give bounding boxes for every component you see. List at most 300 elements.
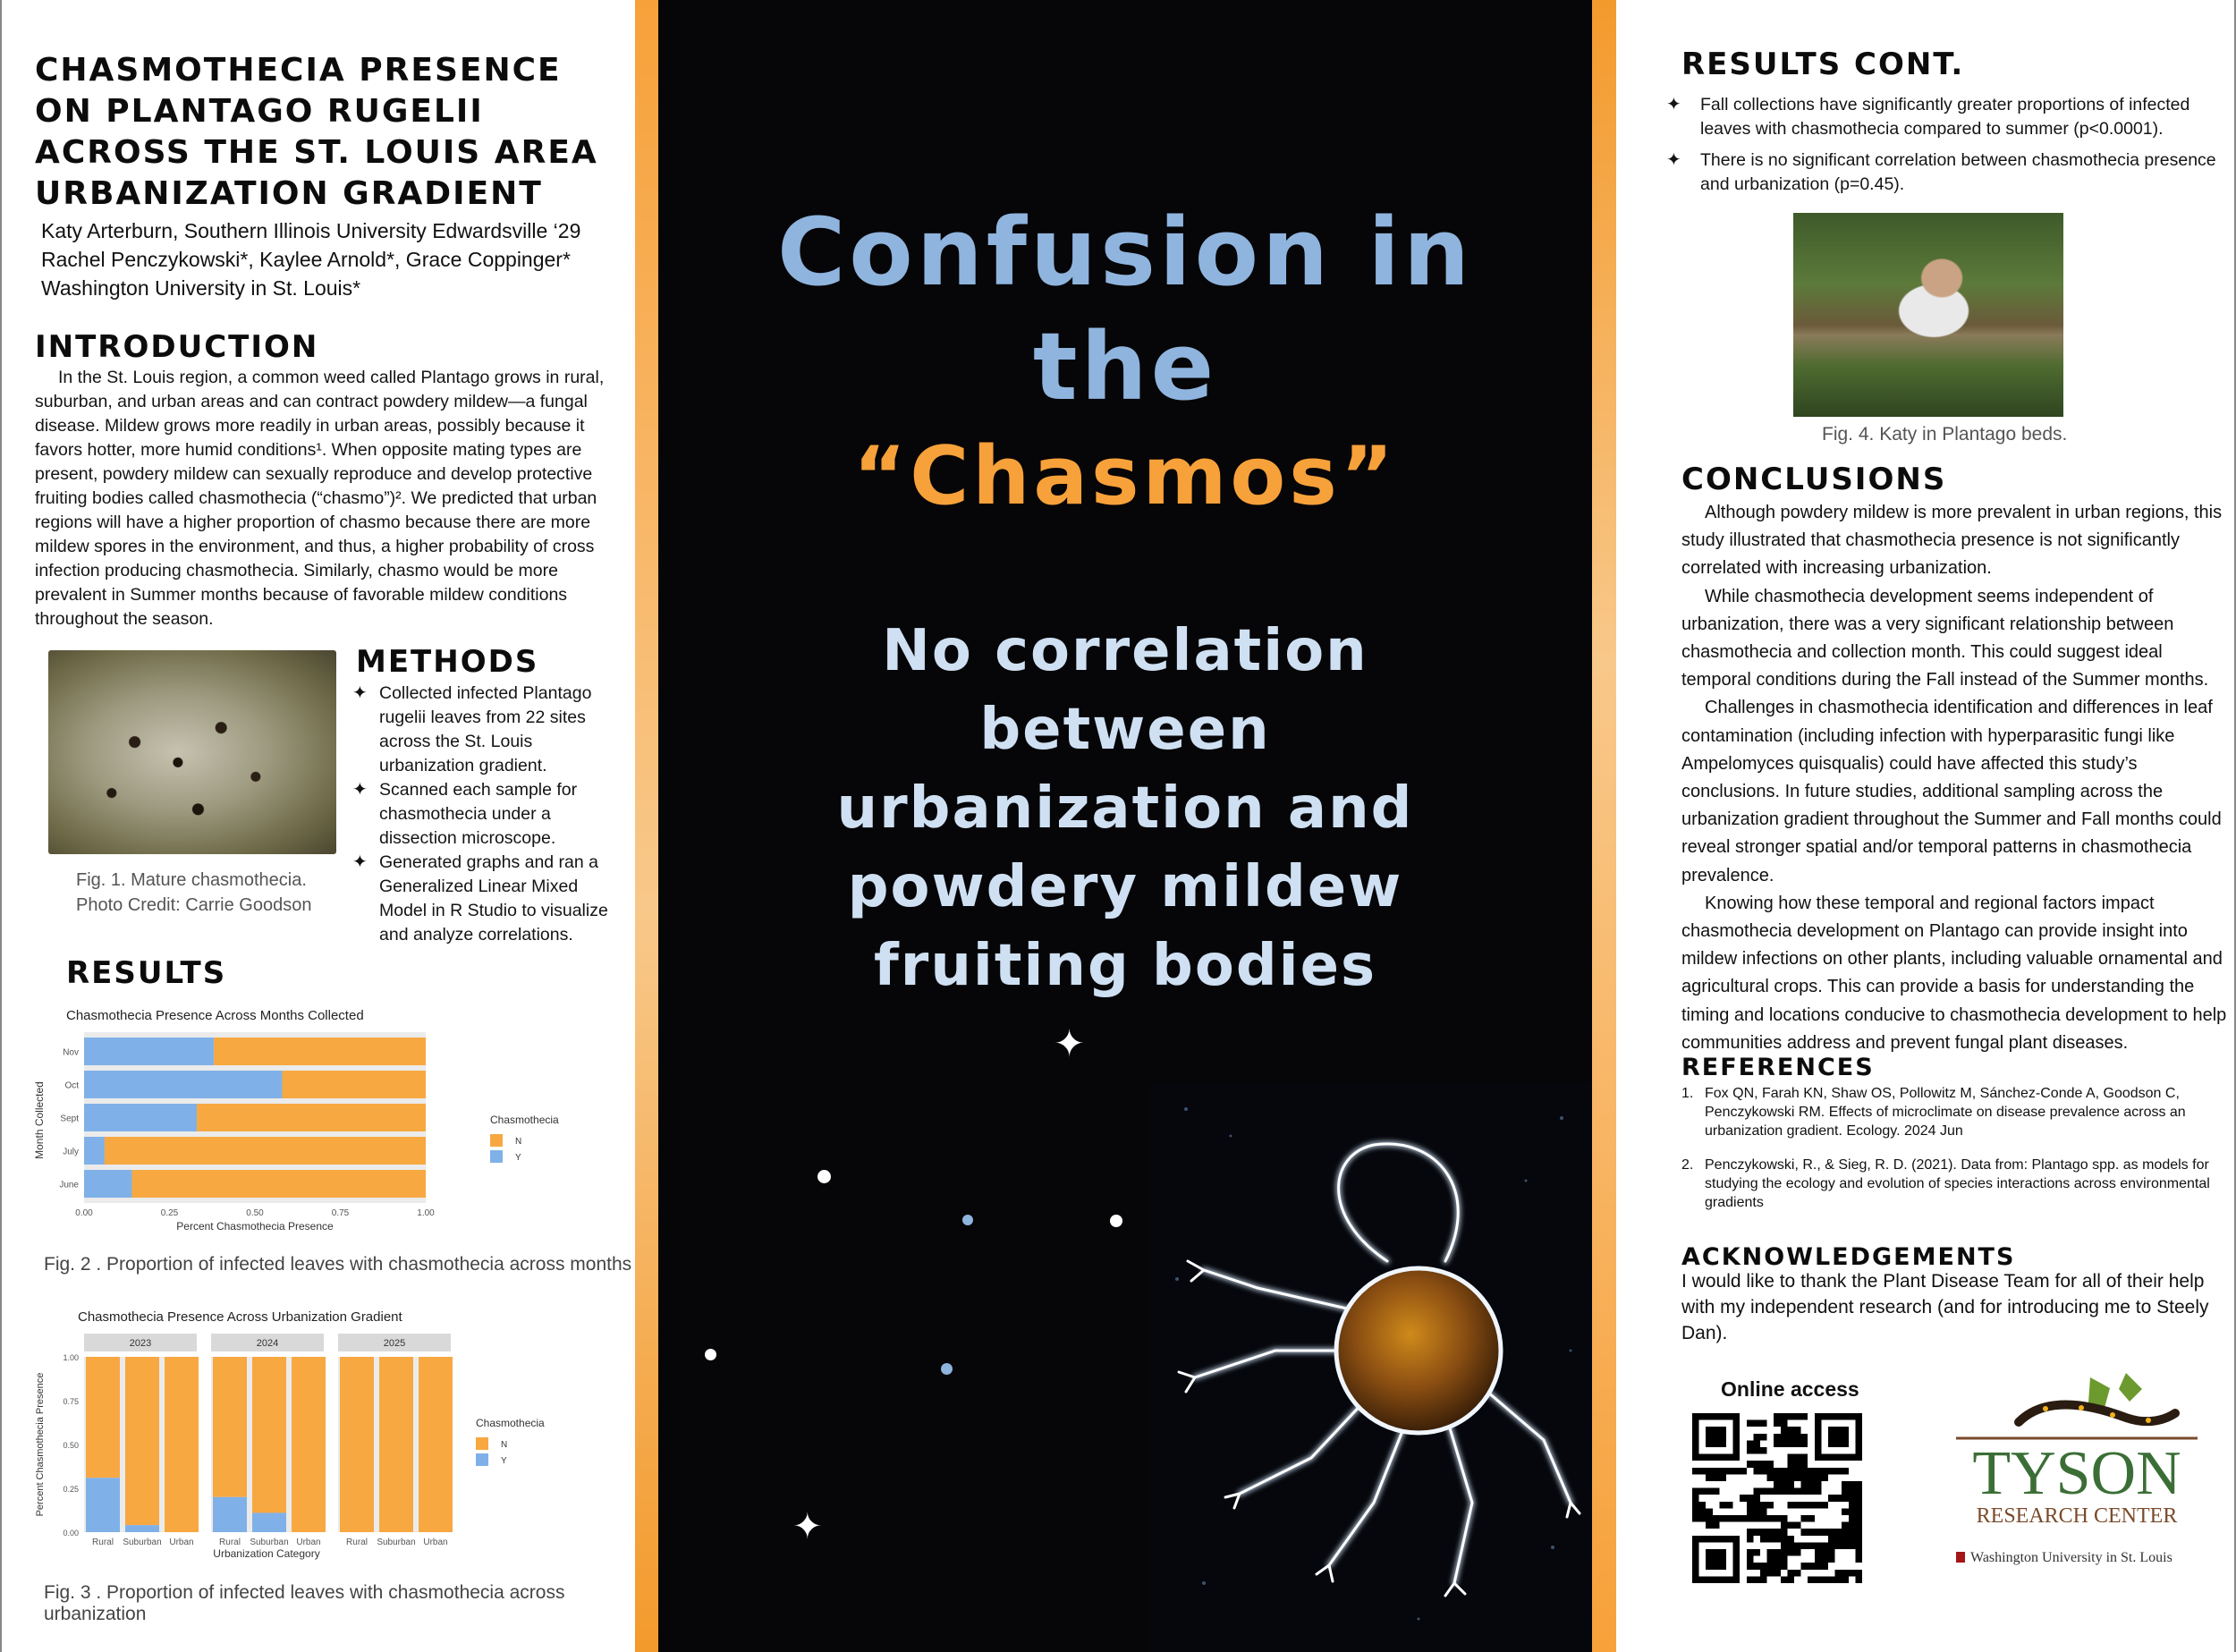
qr-module xyxy=(1719,1502,1726,1509)
qr-finder-core xyxy=(1706,1427,1726,1447)
qr-module xyxy=(1835,1570,1842,1577)
qr-module xyxy=(1842,1576,1849,1583)
conclusion-paragraph: Knowing how these temporal and regional factors impact chasmothecia development on Plantago can provide insight into mildew infections on other plants, including valuable ornamental and agricultural crops. This can provide a basis for understanding the timing and locations conducive to chasmothecia development to help communities address and prevent fungal plant diseases. xyxy=(1681,893,2227,1053)
qr-module xyxy=(1767,1536,1774,1543)
legend-swatch-n xyxy=(490,1134,503,1147)
qr-module xyxy=(1747,1447,1754,1454)
qr-module xyxy=(1781,1542,1788,1549)
qr-module xyxy=(1692,1468,1699,1475)
qr-module xyxy=(1815,1481,1822,1488)
chasmothecia-photo xyxy=(48,650,336,854)
qr-module xyxy=(1808,1488,1815,1495)
qr-module xyxy=(1842,1508,1849,1515)
qr-module xyxy=(1781,1474,1788,1481)
qr-module xyxy=(1821,1468,1828,1475)
qr-module xyxy=(1835,1468,1842,1475)
chasmothecia-micrograph xyxy=(1150,1082,1592,1652)
y-tick-label: 0.25 xyxy=(63,1485,79,1494)
qr-module xyxy=(1767,1461,1774,1468)
legend-swatch-y xyxy=(476,1453,488,1466)
acknowledgements-text: I would like to thank the Plant Disease Team for all of their help with my independent research (and for introducing me to Steely Dan). xyxy=(1681,1271,2209,1343)
legend-label: Y xyxy=(501,1456,507,1466)
qr-module xyxy=(1719,1474,1726,1481)
qr-module xyxy=(1855,1529,1862,1536)
qr-module xyxy=(1706,1515,1713,1522)
qr-module xyxy=(1828,1529,1835,1536)
star-dot xyxy=(817,1170,831,1183)
conclusions-heading: CONCLUSIONS xyxy=(1681,462,1947,497)
orange-stripe-right xyxy=(1592,0,1616,1652)
x-tick-label: Rural xyxy=(219,1538,241,1547)
author-line: Katy Arterburn, Southern Illinois University Edwardsville ‘29 xyxy=(41,219,581,242)
qr-module xyxy=(1835,1576,1842,1583)
qr-module xyxy=(1767,1570,1774,1577)
bar-n-sept xyxy=(197,1104,426,1131)
center-title-line1: Confusion in xyxy=(776,198,1474,307)
qr-module xyxy=(1760,1529,1767,1536)
qr-module xyxy=(1794,1413,1801,1420)
subtitle-line: urbanization and xyxy=(836,775,1414,842)
legend-swatch-y xyxy=(490,1150,503,1163)
reference-item xyxy=(1681,1084,2223,1140)
qr-module xyxy=(1747,1549,1754,1556)
qr-module xyxy=(1774,1529,1781,1536)
qr-module xyxy=(1794,1468,1801,1475)
qr-module xyxy=(1706,1522,1713,1529)
qr-module xyxy=(1821,1542,1828,1549)
qr-module xyxy=(1753,1495,1760,1502)
qr-module xyxy=(1781,1488,1788,1495)
qr-module xyxy=(1787,1461,1794,1468)
qr-module xyxy=(1849,1522,1856,1529)
qr-module xyxy=(1760,1420,1767,1427)
qr-module xyxy=(1699,1468,1707,1475)
qr-module xyxy=(1767,1549,1774,1556)
qr-module xyxy=(1767,1515,1774,1522)
qr-module xyxy=(1747,1563,1754,1570)
bar-n-2024-suburban xyxy=(252,1357,286,1512)
qr-module xyxy=(1855,1556,1862,1563)
bar-n-oct xyxy=(283,1071,426,1098)
qr-module xyxy=(1855,1515,1862,1522)
qr-module xyxy=(1740,1468,1747,1475)
qr-module xyxy=(1842,1468,1849,1475)
qr-module xyxy=(1774,1556,1781,1563)
qr-module xyxy=(1849,1502,1856,1509)
qr-module xyxy=(1781,1440,1788,1447)
qr-module xyxy=(1760,1434,1767,1441)
bar-n-2025-suburban xyxy=(379,1357,413,1532)
reference-number: 2. xyxy=(1681,1157,1694,1173)
center-title-line2: the xyxy=(1032,312,1218,421)
bar-n-june xyxy=(131,1170,426,1198)
qr-module xyxy=(1828,1556,1835,1563)
qr-module xyxy=(1747,1461,1754,1468)
qr-module xyxy=(1781,1413,1788,1420)
qr-module xyxy=(1855,1570,1862,1577)
chart-urbanization xyxy=(29,1301,601,1570)
x-tick-label: 1.00 xyxy=(417,1208,435,1218)
x-tick-label: Suburban xyxy=(250,1538,289,1547)
qr-module xyxy=(1713,1515,1720,1522)
bar-n-2023-rural xyxy=(86,1357,120,1478)
qr-module xyxy=(1781,1549,1788,1556)
qr-module xyxy=(1828,1536,1835,1543)
star-dot xyxy=(962,1215,973,1225)
qr-module xyxy=(1815,1529,1822,1536)
qr-module xyxy=(1849,1515,1856,1522)
qr-module xyxy=(1842,1495,1849,1502)
qr-module xyxy=(1801,1542,1808,1549)
qr-module xyxy=(1699,1515,1707,1522)
qr-module xyxy=(1794,1522,1801,1529)
qr-module xyxy=(1747,1440,1754,1447)
qr-module xyxy=(1747,1576,1754,1583)
x-tick-label: Urban xyxy=(423,1538,448,1547)
qr-module xyxy=(1801,1461,1808,1468)
x-tick-label: Suburban xyxy=(123,1538,162,1547)
qr-module xyxy=(1835,1495,1842,1502)
qr-module xyxy=(1808,1481,1815,1488)
reference-text: Fox QN, Farah KN, Shaw OS, Pollowitz M, Sánchez-Conde A, Goodson C, Penczykowski RM. Effects of microclimate on disease prevalence across an urbanization gradient. Ecology. 2024 Jun xyxy=(1705,1086,2186,1139)
qr-module xyxy=(1849,1542,1856,1549)
bar-n-2023-urban xyxy=(165,1357,199,1532)
qr-module xyxy=(1774,1413,1781,1420)
qr-module xyxy=(1835,1529,1842,1536)
qr-module xyxy=(1699,1502,1707,1509)
chart-title: Chasmothecia Presence Across Months Collected xyxy=(66,1008,364,1023)
y-tick-label: July xyxy=(63,1147,79,1157)
y-tick-label: June xyxy=(59,1180,79,1190)
qr-module xyxy=(1815,1549,1822,1556)
qr-finder-core xyxy=(1706,1549,1726,1570)
introduction-text: In the St. Louis region, a common weed called Plantago grows in rural, suburban, and urban areas and can contract powdery mildew—a fungal disease. Mildew grows more readily in urban areas, possibly because it favors hotter, more humid conditions¹. When opposite mating types are present, powdery mildew can sexually reproduce and develop protective fruiting bodies called chasmothecia (“chasmo”)². We predicted that urban regions will have a higher proportion of chasmo because there are more mildew spores in the environment, and thus, a higher probability of cross infection producing chasmothecia. Similarly, chasmo would be more prevalent in Summer months because of favorable mildew conditions throughout the season. xyxy=(35,368,605,629)
qr-module xyxy=(1808,1529,1815,1536)
qr-module xyxy=(1760,1576,1767,1583)
qr-module xyxy=(1808,1515,1815,1522)
qr-module xyxy=(1801,1529,1808,1536)
subtitle-line: fruiting bodies xyxy=(873,933,1377,999)
qr-module xyxy=(1801,1468,1808,1475)
qr-module xyxy=(1747,1502,1754,1509)
center-title xyxy=(658,195,1592,424)
qr-module xyxy=(1774,1536,1781,1543)
poster-title: CHASMOTHECIA PRESENCE ON PLANTAGO RUGELII ACROSS THE ST. LOUIS AREA URBANIZATION GRADIENT xyxy=(35,52,598,212)
qr-module xyxy=(1801,1413,1808,1420)
y-tick-label: 1.00 xyxy=(63,1353,79,1362)
author-line: Washington University in St. Louis* xyxy=(41,276,361,300)
qr-module xyxy=(1815,1556,1822,1563)
star-dot xyxy=(941,1363,953,1375)
methods-list xyxy=(352,682,630,947)
bar-y-2024-suburban xyxy=(252,1512,286,1532)
qr-module xyxy=(1774,1549,1781,1556)
qr-module xyxy=(1801,1515,1808,1522)
left-column xyxy=(0,0,635,1652)
qr-module xyxy=(1774,1515,1781,1522)
qr-module xyxy=(1747,1529,1754,1536)
legend-title: Chasmothecia xyxy=(476,1417,545,1429)
methods-heading: METHODS xyxy=(356,644,539,680)
qr-module xyxy=(1692,1502,1699,1509)
bar-n-2025-urban xyxy=(419,1357,453,1532)
qr-module xyxy=(1747,1508,1754,1515)
qr-module xyxy=(1808,1563,1815,1570)
references-list xyxy=(1681,1084,2223,1227)
qr-module xyxy=(1855,1576,1862,1583)
fig4-caption: Fig. 4. Katy in Plantago beds. xyxy=(1822,424,2068,445)
qr-module xyxy=(1794,1440,1801,1447)
qr-module xyxy=(1855,1502,1862,1509)
qr-module xyxy=(1821,1474,1828,1481)
reference-number: 1. xyxy=(1681,1086,1694,1101)
subtitle-line: between xyxy=(979,697,1271,763)
qr-module xyxy=(1815,1576,1822,1583)
qr-module xyxy=(1808,1468,1815,1475)
qr-module xyxy=(1787,1434,1794,1441)
qr-module xyxy=(1774,1488,1781,1495)
bar-n-nov xyxy=(214,1038,426,1065)
methods-item: ✦ Generated graphs and ran a Generalized Linear Mixed Model in R Studio to visualize and analyze correlations. xyxy=(352,851,630,947)
qr-module xyxy=(1855,1549,1862,1556)
bar-y-2023-rural xyxy=(86,1478,120,1532)
qr-module xyxy=(1740,1495,1747,1502)
qr-module xyxy=(1794,1434,1801,1441)
qr-module xyxy=(1699,1508,1707,1515)
qr-module xyxy=(1753,1576,1760,1583)
qr-module xyxy=(1781,1481,1788,1488)
qr-module xyxy=(1855,1536,1862,1543)
qr-module xyxy=(1713,1474,1720,1481)
bar-n-2023-suburban xyxy=(125,1357,159,1525)
fig1-caption-credit: Photo Credit: Carrie Goodson xyxy=(76,895,312,915)
qr-module xyxy=(1855,1488,1862,1495)
qr-module xyxy=(1855,1508,1862,1515)
qr-module xyxy=(1753,1420,1760,1427)
qr-module xyxy=(1855,1522,1862,1529)
bar-y-2023-suburban xyxy=(125,1525,159,1532)
qr-module xyxy=(1760,1563,1767,1570)
qr-module xyxy=(1821,1563,1828,1570)
conclusions-text xyxy=(1681,499,2227,1057)
bar-y-oct xyxy=(84,1071,283,1098)
results-cont-item: ✦ Fall collections have significantly greater proportions of infected leaves with chasmothecia compared to summer (p<0.0001). xyxy=(1663,93,2217,141)
qr-module xyxy=(1774,1440,1781,1447)
qr-module xyxy=(1753,1563,1760,1570)
y-tick-label: Nov xyxy=(63,1047,79,1058)
y-axis-label: Month Collected xyxy=(33,1081,46,1159)
qr-module xyxy=(1760,1502,1767,1509)
author-line: Rachel Penczykowski*, Kaylee Arnold*, Grace Coppinger* xyxy=(41,248,571,271)
qr-module xyxy=(1828,1495,1835,1502)
qr-module xyxy=(1774,1434,1781,1441)
qr-module xyxy=(1815,1468,1822,1475)
x-tick-label: Suburban xyxy=(377,1538,416,1547)
qr-module xyxy=(1787,1440,1794,1447)
qr-module xyxy=(1781,1427,1788,1434)
tyson-research-center-logo xyxy=(1956,1368,2198,1574)
legend-label: Y xyxy=(515,1153,521,1163)
qr-module xyxy=(1774,1474,1781,1481)
qr-module xyxy=(1849,1570,1856,1577)
qr-module xyxy=(1842,1542,1849,1549)
qr-module xyxy=(1787,1536,1794,1543)
qr-module xyxy=(1747,1420,1754,1427)
qr-module xyxy=(1781,1420,1788,1427)
qr-module xyxy=(1801,1563,1808,1570)
qr-module xyxy=(1815,1488,1822,1495)
fig1-caption xyxy=(76,868,353,918)
qr-module xyxy=(1794,1542,1801,1549)
qr-module xyxy=(1821,1556,1828,1563)
qr-module xyxy=(1774,1420,1781,1427)
qr-module xyxy=(1713,1522,1720,1529)
qr-module xyxy=(1760,1468,1767,1475)
katy-photo xyxy=(1793,213,2063,417)
qr-module xyxy=(1781,1529,1788,1536)
x-axis-label: Urbanization Category xyxy=(213,1547,320,1560)
qr-module xyxy=(1781,1563,1788,1570)
reference-text: Penczykowski, R., & Sieg, R. D. (2021). Data from: Plantago spp. as models for studying the ecology and evolution of species interactions across environmental gradients xyxy=(1705,1157,2210,1210)
bar-n-2024-urban xyxy=(292,1357,326,1532)
qr-module xyxy=(1849,1481,1856,1488)
qr-module xyxy=(1760,1447,1767,1454)
star-dot xyxy=(1110,1215,1122,1227)
qr-module xyxy=(1747,1495,1754,1502)
results-cont-item: ✦ There is no significant correlation between chasmothecia presence and urbanization (p=0.45). xyxy=(1663,148,2217,197)
qr-module xyxy=(1774,1563,1781,1570)
qr-module xyxy=(1787,1502,1794,1509)
qr-module xyxy=(1760,1461,1767,1468)
qr-module xyxy=(1692,1488,1699,1495)
y-tick-label: Sept xyxy=(60,1114,79,1124)
qr-module xyxy=(1767,1556,1774,1563)
x-tick-label: Rural xyxy=(92,1538,114,1547)
y-axis-label: Percent Chasmothecia Presence xyxy=(35,1372,46,1517)
qr-module xyxy=(1787,1468,1794,1475)
y-tick-label: Oct xyxy=(64,1080,79,1091)
bar-y-june xyxy=(84,1170,131,1198)
qr-module xyxy=(1842,1529,1849,1536)
facet-label: 2023 xyxy=(129,1338,152,1349)
qr-module xyxy=(1747,1536,1754,1543)
qr-module xyxy=(1753,1488,1760,1495)
qr-module xyxy=(1801,1481,1808,1488)
qr-module xyxy=(1801,1434,1808,1441)
qr-module xyxy=(1787,1481,1794,1488)
qr-module xyxy=(1767,1529,1774,1536)
qr-module xyxy=(1781,1576,1788,1583)
legend-label: N xyxy=(515,1137,522,1147)
bar-y-july xyxy=(84,1137,105,1165)
qr-module xyxy=(1835,1536,1842,1543)
qr-module xyxy=(1855,1481,1862,1488)
qr-module xyxy=(1849,1536,1856,1543)
subtitle-line: powdery mildew xyxy=(847,854,1403,920)
qr-module xyxy=(1787,1454,1794,1461)
qr-module xyxy=(1808,1576,1815,1583)
bar-y-nov xyxy=(84,1038,214,1065)
qr-module xyxy=(1794,1502,1801,1509)
qr-module xyxy=(1692,1508,1699,1515)
qr-module xyxy=(1787,1570,1794,1577)
fig3-caption: Fig. 3 . Proportion of infected leaves with chasmothecia across urbanization xyxy=(44,1582,565,1624)
qr-module xyxy=(1815,1474,1822,1481)
qr-module xyxy=(1699,1488,1707,1495)
qr-module xyxy=(1821,1549,1828,1556)
qr-module xyxy=(1828,1576,1835,1583)
qr-module xyxy=(1781,1515,1788,1522)
bar-n-2024-rural xyxy=(213,1357,247,1497)
qr-module xyxy=(1760,1570,1767,1577)
center-panel xyxy=(658,0,1592,1652)
qr-module xyxy=(1815,1542,1822,1549)
qr-module xyxy=(1760,1508,1767,1515)
qr-module xyxy=(1849,1529,1856,1536)
qr-module xyxy=(1753,1529,1760,1536)
qr-module xyxy=(1821,1529,1828,1536)
qr-module xyxy=(1801,1502,1808,1509)
authors xyxy=(41,216,623,302)
legend-label: N xyxy=(501,1440,508,1450)
qr-module xyxy=(1794,1427,1801,1434)
qr-module xyxy=(1855,1542,1862,1549)
qr-module xyxy=(1726,1502,1733,1509)
qr-module xyxy=(1787,1522,1794,1529)
conclusion-paragraph: Challenges in chasmothecia identification and differences in leaf contamination (including infection with hyperparasitic fungi like Ampelomyces quisqualis) could have affected this study’s conclusions. In future studies, additional sampling across the urbanization gradient throughout the Summer and Fall months could reveal stronger spatial and/or temporal patterns in chasmothecia prevalence. xyxy=(1681,698,2222,885)
qr-module xyxy=(1815,1502,1822,1509)
qr-module xyxy=(1753,1549,1760,1556)
qr-module xyxy=(1787,1474,1794,1481)
qr-module xyxy=(1767,1468,1774,1475)
qr-module xyxy=(1747,1556,1754,1563)
logo-university: Washington University in St. Louis xyxy=(1970,1550,2172,1565)
sparkle-icon: ✦ xyxy=(792,1507,823,1546)
qr-code-icon[interactable] xyxy=(1692,1413,1862,1583)
qr-module xyxy=(1760,1515,1767,1522)
qr-module xyxy=(1828,1468,1835,1475)
facet-label: 2024 xyxy=(256,1338,279,1349)
qr-module xyxy=(1781,1556,1788,1563)
qr-module xyxy=(1849,1508,1856,1515)
qr-module xyxy=(1815,1563,1822,1570)
qr-module xyxy=(1849,1488,1856,1495)
qr-module xyxy=(1842,1570,1849,1577)
results-cont-list xyxy=(1663,93,2217,204)
qr-module xyxy=(1842,1522,1849,1529)
qr-module xyxy=(1835,1542,1842,1549)
x-tick-label: 0.25 xyxy=(160,1208,179,1218)
qr-module xyxy=(1794,1488,1801,1495)
subtitle-line: No correlation xyxy=(882,618,1368,684)
qr-module xyxy=(1787,1542,1794,1549)
chart-months xyxy=(29,1000,601,1259)
qr-module xyxy=(1787,1413,1794,1420)
qr-module xyxy=(1706,1468,1713,1475)
online-access-label: Online access xyxy=(1721,1377,1859,1401)
qr-module xyxy=(1794,1549,1801,1556)
qr-module xyxy=(1713,1468,1720,1475)
qr-module xyxy=(1692,1515,1699,1522)
bar-y-2024-rural xyxy=(213,1497,247,1532)
qr-module xyxy=(1801,1488,1808,1495)
reference-item xyxy=(1681,1156,2223,1212)
bar-n-july xyxy=(105,1137,426,1165)
acknowledgements-heading: ACKNOWLEDGEMENTS xyxy=(1681,1243,2016,1271)
qr-module xyxy=(1828,1549,1835,1556)
qr-module xyxy=(1781,1522,1788,1529)
qr-module xyxy=(1767,1488,1774,1495)
